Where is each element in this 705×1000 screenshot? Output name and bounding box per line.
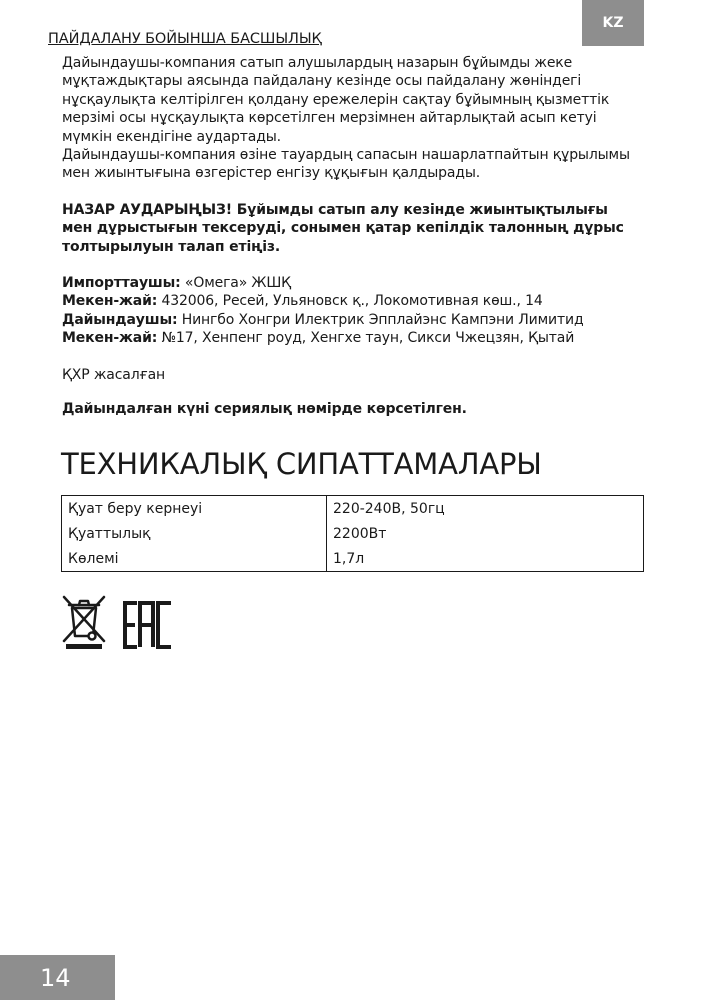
manufacturer-line (62, 311, 652, 329)
warning-line: мен дұрыстығын тексеруді, сонымен қатар кепілдік талонның дұрыс (62, 220, 624, 237)
importer-label: Импорттаушы: (62, 275, 181, 292)
intro-line: нұсқаулықта келтірілген қолдану ережелерін сақтау бұйымның қызметтік (62, 91, 610, 108)
language-tab (582, 0, 644, 46)
spec-label: Көлемі (62, 546, 327, 572)
eac-mark-icon (122, 600, 174, 650)
address-label: Мекен-жай: (62, 293, 158, 310)
intro-line: мүмкін екендігіне аудартады. (62, 128, 281, 145)
spec-section-title: ТЕХНИКАЛЫҚ СИПАТТАМАЛАРЫ (61, 447, 542, 481)
spec-table (61, 495, 644, 572)
spec-value: 1,7л (333, 551, 365, 567)
page-number: 14 (40, 963, 71, 992)
page-number-box (0, 955, 115, 1000)
importer-value: «Омега» ЖШҚ (180, 275, 291, 292)
certification-icons (60, 592, 174, 650)
spec-value: 220-240В, 50гц (333, 501, 445, 517)
address-value: №17, Хенпенг роуд, Хенгхе таун, Сикси Чжецзян, Қытай (157, 330, 575, 347)
intro-line: Дайындаушы-компания сатып алушылардың назарын бұйымды жеке (62, 55, 573, 71)
address-value: 432006, Ресей, Ульяновск қ., Локомотивная көш., 14 (157, 293, 543, 310)
address-label: Мекен-жай: (62, 330, 158, 347)
table-row (62, 546, 644, 572)
weee-crossed-bin-icon (60, 594, 108, 650)
spec-value: 2200Вт (333, 526, 387, 542)
made-in-line: ҚХР жасалған (62, 366, 166, 383)
intro-line: мұқтаждықтары аясында пайдалану кезінде осы пайдалану жөніндегі (62, 73, 582, 90)
date-note: Дайындалған күні сериялық нөмірде көрсетілген. (62, 401, 467, 418)
body-text (62, 54, 652, 419)
intro-line: Дайындаушы-компания өзіне тауардың сапасын нашарлатпайтын құрылымы (62, 147, 630, 164)
importer-address-line (62, 292, 652, 310)
page-header-title: ПАЙДАЛАНУ БОЙЫНША БАСШЫЛЫҚ (48, 31, 322, 47)
warning-line: НАЗАР АУДАРЫҢЫЗ! Бұйымды сатып алу кезінде жиынтықтылығы (62, 201, 608, 218)
intro-line: мерзімі осы нұсқаулықта көрсетілген мерзімнен айтарлықтай асып кетуі (62, 110, 597, 127)
intro-line: мен жиынтығына өзгерістер енгізу құқығын қалдырады. (62, 165, 481, 182)
importer-line (62, 274, 652, 292)
spec-label: Қуат беру кернеуі (62, 496, 327, 522)
manufacturer-address-line (62, 329, 652, 347)
language-code: KZ (602, 15, 624, 31)
table-row (62, 496, 644, 522)
manufacturer-value: Нингбо Хонгри Илектрик Эпплайэнс Кампэни Лимитид (177, 311, 584, 328)
manufacturer-label: Дайындаушы: (62, 311, 178, 328)
table-row (62, 521, 644, 546)
warning-line: толтырылуын талап етіңіз. (62, 238, 281, 255)
spec-label: Қуаттылық (62, 521, 327, 546)
